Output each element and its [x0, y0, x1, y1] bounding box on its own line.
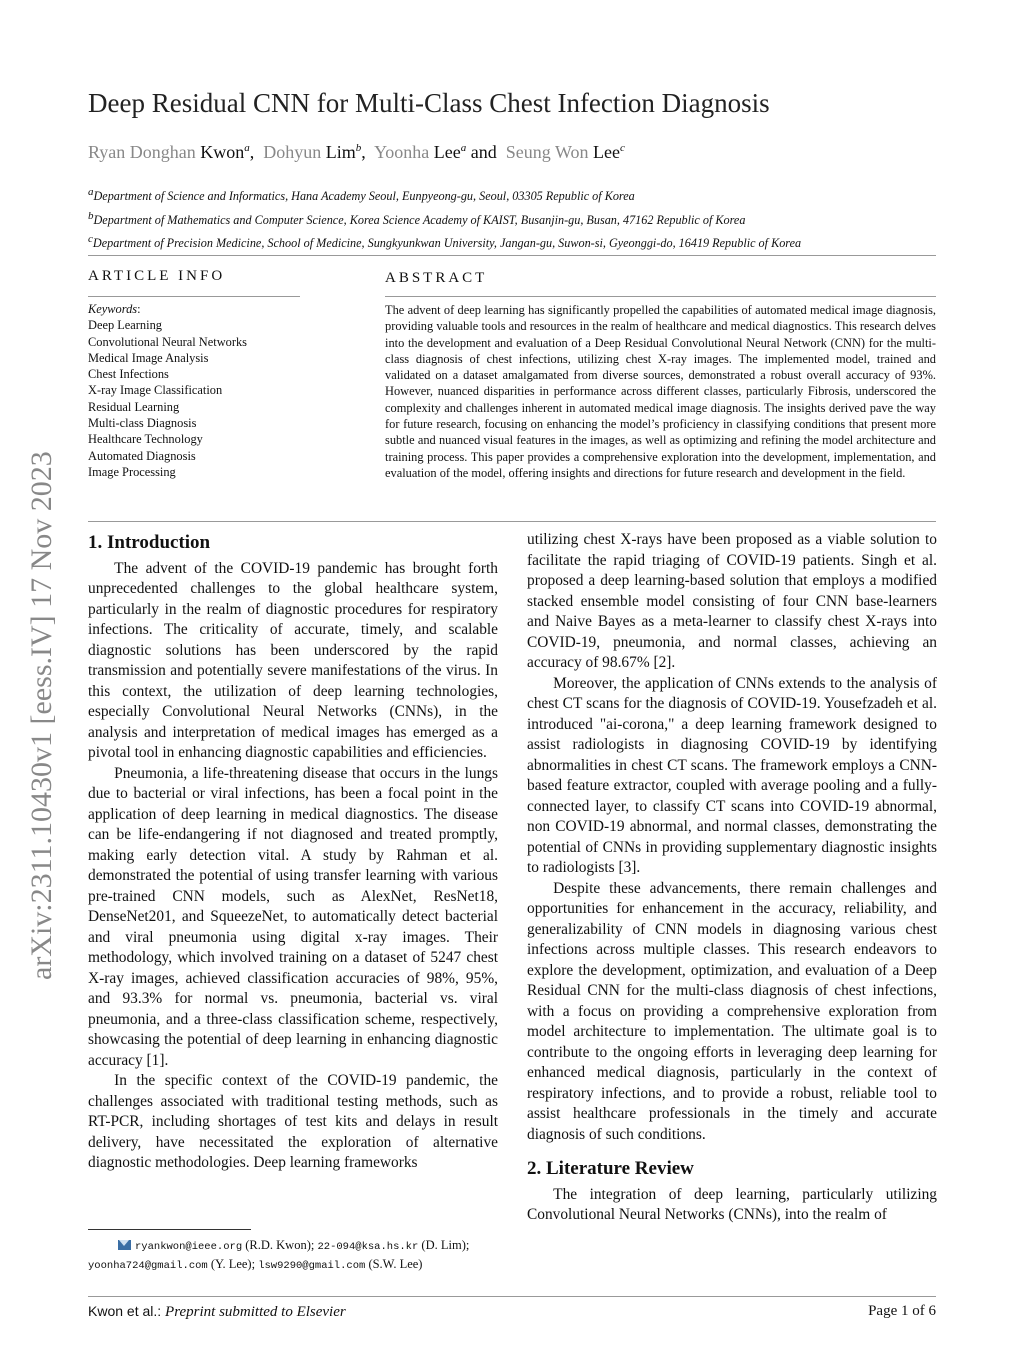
divider	[385, 296, 936, 297]
keyword: Deep Learning	[88, 318, 162, 333]
email-link[interactable]: ryankwon@ieee.org	[135, 1241, 243, 1253]
arxiv-stamp: arXiv:2311.10430v1 [eess.IV] 17 Nov 2023	[25, 451, 58, 980]
paragraph: The advent of the COVID-19 pandemic has brought forth unprecedented challenges to the global healthcare system, particularly in the realm of diagnostic procedures for respiratory infections. The criticality of accurate, timely, and scalable diagnostic solutions has been underscored by the rapid transmission and potentially severe manifestations of the virus. In this context, the utilization of deep learning technologies, especially Convolutional Neural Networks (CNNs), in the analysis and interpretation of medical images has emerged as a pivotal tool in enhancing diagnostic capabilities and efficiencies.	[88, 559, 498, 761]
keyword: X-ray Image Classification	[88, 383, 223, 398]
paragraph: Despite these advancements, there remain challenges and opportunities for enhancement in the accuracy, reliability, and generalizability of CNN models in diagnosing various chest infections across multiple classes. This research endeavors to explore the development, optimization, and evaluation of a Deep Residual CNN for the multi-class diagnosis of chest infections, with a focus on providing a comprehensive exploration from model architecture to implementation. The ultimate goal is to contribute to the ongoing efforts in leveraging deep learning for enhanced medical diagnosis, particularly in the context of respiratory infections, and to provide a robust, reliable tool to assist healthcare professionals in the timely and accurate diagnosis of such conditions.	[527, 879, 937, 1143]
keywords-list: Keywords: Deep Learning Convolutional Neural Networks Medical Image Analysis Chest Infections X-ray Image Classification Residual Learning Multi-class Diagnosis Healthcare Technology Automated Diagnosis Image Processing	[88, 302, 247, 479]
keyword: Image Processing	[88, 464, 176, 479]
email-link[interactable]: 22-094@ksa.hs.kr	[317, 1241, 419, 1253]
paragraph: Moreover, the application of CNNs extends to the analysis of chest CT scans for the diagnosis of COVID-19. Yousefzadeh et al. introduced "ai-corona," a deep learning framework designed to assist radiologists in diagnosing COVID-19 by identifying abnormalities in chest CT scans. The framework employs a CNN-based feature extractor, coupled with average pooling and a fully-connected layer, to classify CT scans into COVID-19 abnormal, non COVID-19 abnormal, and normal classes, demonstrating the potential of CNNs in providing supplementary diagnostic insights to radiologists [3].	[527, 674, 937, 876]
keyword: Healthcare Technology	[88, 432, 203, 447]
article-info-heading: ARTICLE INFO	[88, 268, 226, 284]
divider	[88, 1296, 936, 1297]
affiliations	[88, 183, 801, 254]
abstract-heading: ABSTRACT	[385, 270, 488, 286]
left-column	[88, 533, 498, 1174]
paragraph: utilizing chest X-rays have been proposed as a viable solution to facilitate the rapid triaging of COVID-19 patients. Singh et al. proposed a deep learning-based solution that employs a modified stacked ensemble model consisting of four CNN base-learners and Naive Bayes as a meta-learner to classify chest X-rays into COVID-19, pneumonia, and normal classes, achieving an accuracy of 98.67% [2].	[527, 531, 937, 671]
footnote: ryankwon@ieee.org (R.D. Kwon); 22-094@ksa.hs.kr (D. Lim); yoonha724@gmail.com (Y. Lee); lsw9290@gmail.com (S.W. Lee)	[88, 1238, 470, 1272]
keywords-label: Keywords	[88, 302, 138, 316]
affiliation: $^b$Department of Mathematics and Computer Science, Korea Science Academy of KAIST, Busanjin-gu, Busan, 47162 Republic of Korea	[88, 209, 746, 227]
email-icon	[118, 1240, 131, 1250]
divider	[88, 255, 936, 256]
email-link[interactable]: lsw9290@gmail.com	[258, 1260, 366, 1272]
paragraph: Pneumonia, a life-threatening disease that occurs in the lungs due to bacterial or viral infections, has been a focal point in the application of deep learning in medical diagnostics. The disease can be life-endangering if not diagnosed and treated promptly, making early detection vital. A study by Rahman et al. demonstrated the potential of using transfer learning with various pre-trained CNN models, such as AlexNet, ResNet18, DenseNet201, and SqueezeNet, to automatically detect bacterial and viral pneumonia using digital x-ray images. Their methodology, which involved training on a dataset of 5247 chest X-ray images, achieved classification accuracies of 98%, 95%, and 93.3% for normal vs. pneumonia, bacterial vs. viral pneumonia, and a three-class classification scheme, respectively, showcasing the potential of deep learning in enhancing diagnostic accuracy [1].	[88, 764, 498, 1069]
page-number: Page 1 of 6	[868, 1303, 936, 1319]
keyword: Multi-class Diagnosis	[88, 416, 197, 431]
right-column	[527, 530, 937, 1226]
keyword: Chest Infections	[88, 367, 169, 382]
email-link[interactable]: yoonha724@gmail.com	[88, 1260, 208, 1272]
paper-title: Deep Residual CNN for Multi-Class Chest Infection Diagnosis	[88, 88, 770, 118]
paragraph: In the specific context of the COVID-19 pandemic, the challenges associated with traditional testing methods, such as RT-PCR, including shortages of test kits and delays in result delivery, have necessitated the exploration of alternative diagnostic methodologies. Deep learning frameworks	[88, 1072, 498, 1171]
section-heading: 2. Literature Review	[527, 1158, 694, 1179]
paragraph: The integration of deep learning, particularly utilizing Convolutional Neural Networks (CNNs), into the realm of	[527, 1185, 937, 1223]
divider	[88, 296, 300, 297]
keyword: Convolutional Neural Networks	[88, 334, 247, 349]
author: Seung Won Lee$^c$	[505, 142, 625, 162]
author-list: Ryan Donghan Kwon$^a$, Dohyun Lim$^b$, Yoonha Lee$^a$ and Seung Won Lee$^c$	[88, 142, 625, 162]
running-footer: Kwon et al.: Preprint submitted to Elsevier	[88, 1303, 346, 1320]
abstract-text: The advent of deep learning has significantly propelled the capabilities of automated medical image diagnosis, providing valuable tools and resources in the realm of healthcare and medical diagnostics. This research delves into the development and evaluation of a Deep Residual Convolutional Neural Network (CNN) for the multi-class diagnosis of chest infections, utilizing chest X-ray images. The implemented model, trained and validated on a dataset amalgamated from diverse sources, demonstrated a robust overall accuracy of 93%. However, nuanced disparities in performance across different classes, particularly Fibrosis, underscored the complexity and challenges inherent in automated medical image diagnosis. The insights derived pave the way for future research, focusing on enhancing the model’s proficiency in classifying conditions that present more subtle and nuanced visual features in the images, as well as optimizing and refining the model architecture and training process. This paper provides a comprehensive exploration into the development, implementation, and evaluation of the model, offering insights and directions for future research and development in the field.	[385, 303, 936, 480]
and-separator: and	[470, 142, 497, 162]
footnote-rule	[88, 1229, 251, 1230]
author: Yoonha Lee$^a$	[374, 142, 467, 162]
section-heading: 1. Introduction	[88, 532, 211, 553]
divider	[88, 521, 936, 522]
keyword: Medical Image Analysis	[88, 350, 209, 365]
author: Dohyun Lim$^b$	[263, 142, 362, 162]
affiliation: $^c$Department of Precision Medicine, School of Medicine, Sungkyunkwan University, Jangan-gu, Suwon-si, Gyeonggi-do, 16419 Republic of Korea	[88, 233, 802, 251]
affiliation: $^a$Department of Science and Informatics, Hana Academy Seoul, Eunpyeong-gu, Seoul, 03305 Republic of Korea	[88, 186, 635, 204]
author: Ryan Donghan Kwon$^a$	[88, 142, 250, 162]
keyword: Residual Learning	[88, 399, 180, 414]
keyword: Automated Diagnosis	[88, 448, 196, 463]
